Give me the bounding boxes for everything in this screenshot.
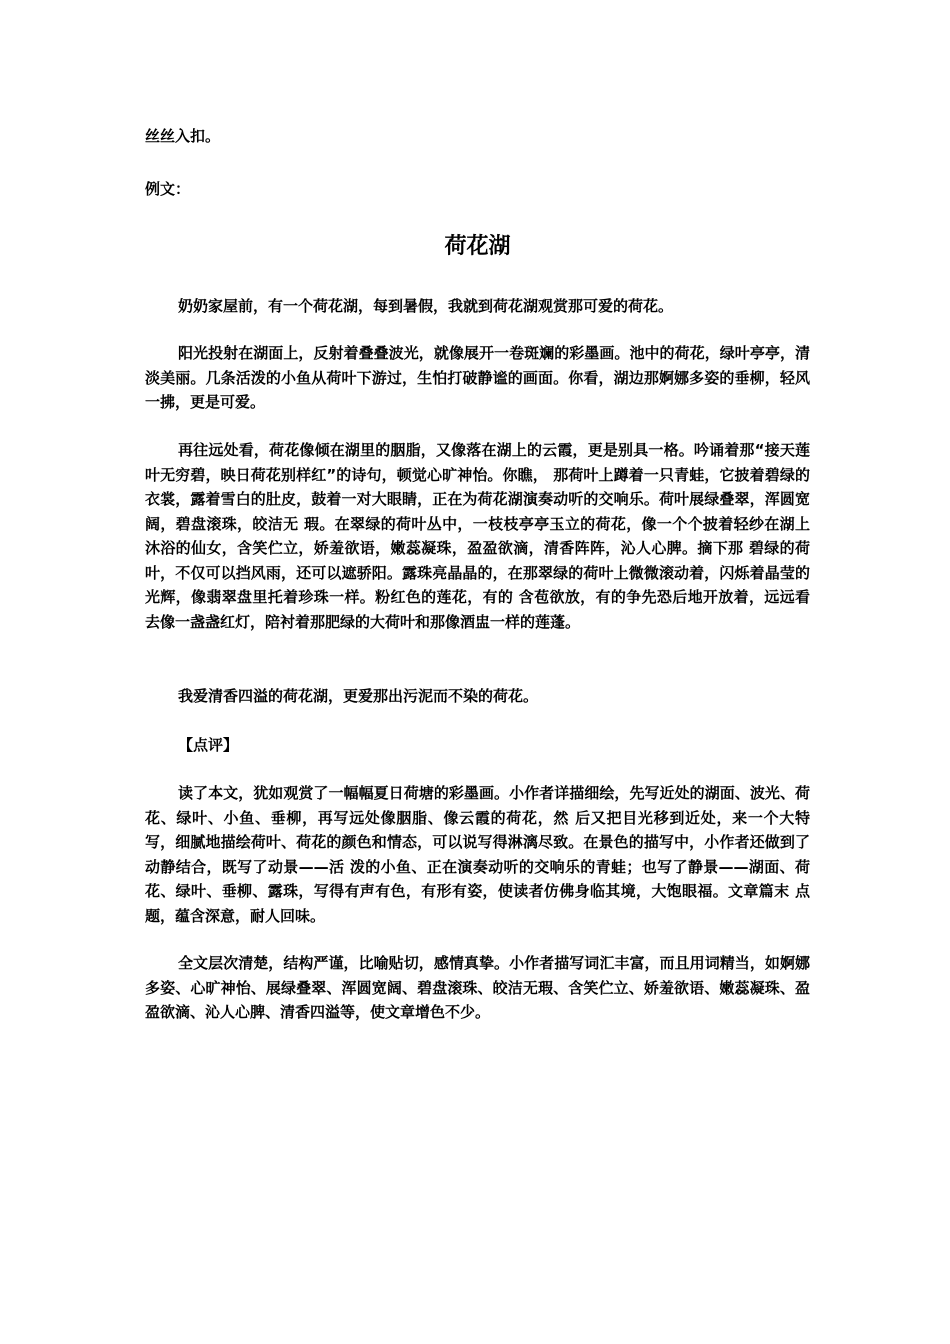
review-label: 【点评】 — [178, 736, 239, 754]
review-paragraph-1: 读了本文，犹如观赏了一幅幅夏日荷塘的彩墨画。小作者详描细绘，先写近处的湖面、波光、荷花、绿叶、小鱼、垂柳，再写远处像胭脂、像云霞的荷花，然 后又把目光移到近处，来一个大特写，细腻地描绘荷叶、荷花的颜色和情态，可以说写得淋漓尽致。在景色的描写中，小作者还做到了动静结合，既写了动景——活 泼的小鱼、正在演奏动听的交响乐的青蛙；也写了静景——湖面、荷花、绿叶、垂柳、露珠，写得有声有色，有形有姿，使读者仿佛身临其境，大饱眼福。文章篇末 点题，蕴含深意，耐人回味。 — [145, 784, 810, 925]
essay-paragraph-1: 奶奶家屋前，有一个荷花湖，每到暑假，我就到荷花湖观赏那可爱的荷花。 — [178, 297, 674, 315]
essay-paragraph-3: 再往远处看，荷花像倾在湖里的胭脂，又像落在湖上的云霞，更是别具一格。吟诵着那“接天莲叶无穷碧，映日荷花别样红”的诗句，顿觉心旷神怡。你瞧， 那荷叶上蹲着一只青蛙，它披着碧绿的衣裳，露着雪白的肚皮，鼓着一对大眼睛，正在为荷花湖演奏动听的交响乐。荷叶展绿叠翠，浑圆宽阔，碧盘滚珠，皎洁无 瑕。在翠绿的荷叶丛中，一枝枝亭亭玉立的荷花，像一个个披着轻纱在湖上沐浴的仙女，含笑伫立，娇羞欲语，嫩蕊凝珠，盈盈欲滴，清香阵阵，沁人心脾。摘下那 碧绿的荷叶，不仅可以挡风雨，还可以遮骄阳。露珠亮晶晶的，在那翠绿的荷叶上微微滚动着，闪烁着晶莹的光辉，像翡翠盘里托着珍珠一样。粉红色的莲花，有的 含苞欲放，有的争先恐后地开放着，远远看去像一盏盏红灯，陪衬着那肥绿的大荷叶和那像酒盅一样的莲蓬。 — [145, 441, 810, 631]
essay-paragraph-2: 阳光投射在湖面上，反射着叠叠波光，就像展开一卷斑斓的彩墨画。池中的荷花，绿叶亭亭，清淡美丽。几条活泼的小鱼从荷叶下游过，生怕打破静谧的画面。你看，湖边那婀娜多姿的垂柳，轻风一拂，更是可爱。 — [145, 344, 810, 411]
essay-paragraph-4: 我爱清香四溢的荷花湖，更爱那出污泥而不染的荷花。 — [178, 687, 539, 705]
intro-fragment: 丝丝入扣。 — [145, 127, 221, 145]
example-label: 例文： — [145, 180, 191, 198]
review-paragraph-2: 全文层次清楚，结构严谨，比喻贴切，感情真挚。小作者描写词汇丰富，而且用词精当，如婀娜多姿、心旷神怡、展绿叠翠、浑圆宽阔、碧盘滚珠、皎洁无瑕、含笑伫立、娇羞欲语、嫩蕊凝珠、盈盈欲滴、沁人心脾、清香四溢等，使文章增色不少。 — [145, 954, 810, 1021]
essay-title: 荷花湖 — [444, 234, 511, 259]
